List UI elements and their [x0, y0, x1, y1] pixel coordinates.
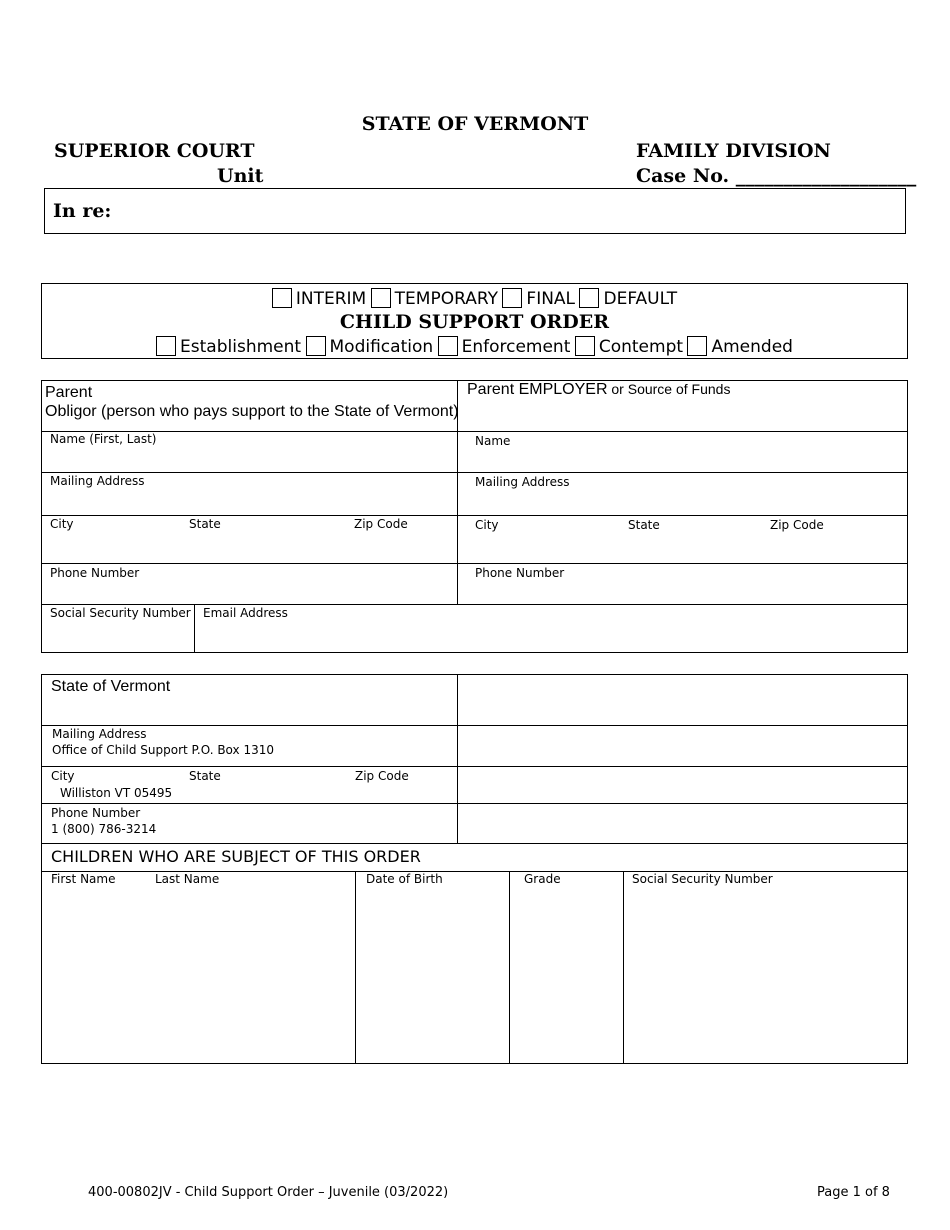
- agency-city-label: City: [51, 769, 75, 783]
- parent-city-label: City: [50, 517, 74, 531]
- unit-label: Unit: [217, 165, 264, 187]
- child-ssn-label: Social Security Number: [632, 872, 773, 886]
- option-interim[interactable]: INTERIM: [272, 289, 366, 309]
- in-re-label: In re:: [53, 200, 112, 222]
- parent-phone-label: Phone Number: [50, 566, 140, 580]
- order-type-box: [41, 283, 908, 359]
- case-number-label: Case No. ___________________: [636, 165, 917, 187]
- children-grade-input[interactable]: [518, 892, 616, 1057]
- parent-name-label: Name (First, Last): [50, 432, 157, 446]
- order-type-options: [42, 288, 907, 309]
- agency-zip-label: Zip Code: [355, 769, 409, 783]
- checkbox-icon[interactable]: [272, 288, 292, 308]
- checkbox-icon[interactable]: [579, 288, 599, 308]
- child-last-name-label: Last Name: [155, 872, 220, 886]
- division-name: FAMILY DIVISION: [636, 140, 831, 162]
- parent-state-label: State: [189, 517, 221, 531]
- employer-mailing-label: Mailing Address: [475, 475, 570, 489]
- parent-ssn-input[interactable]: [50, 628, 190, 646]
- checkbox-icon[interactable]: [438, 336, 458, 356]
- option-default[interactable]: DEFAULT: [579, 289, 677, 309]
- employer-phone-label: Phone Number: [475, 566, 565, 580]
- employer-city-input[interactable]: [475, 537, 900, 555]
- employer-zip-label: Zip Code: [770, 518, 824, 532]
- order-action-options: [42, 336, 907, 357]
- children-heading: CHILDREN WHO ARE SUBJECT OF THIS ORDER: [51, 847, 421, 866]
- parent-email-input[interactable]: [203, 628, 903, 646]
- parent-ssn-label: Social Security Number: [50, 606, 191, 620]
- checkbox-icon[interactable]: [156, 336, 176, 356]
- parent-city-input[interactable]: [50, 537, 450, 555]
- obligor-heading: Obligor (person who pays support to the State of Vermont): [45, 403, 459, 420]
- employer-heading: Parent EMPLOYER or Source of Funds: [467, 381, 731, 398]
- parent-heading: Parent: [45, 384, 93, 401]
- children-names-input[interactable]: [50, 892, 348, 1057]
- parent-zip-label: Zip Code: [354, 517, 408, 531]
- parent-mailing-input[interactable]: [50, 492, 450, 510]
- option-amended[interactable]: Amended: [687, 337, 792, 357]
- children-ssn-input[interactable]: [632, 892, 900, 1057]
- parent-mailing-label: Mailing Address: [50, 474, 145, 488]
- child-grade-label: Grade: [524, 872, 561, 886]
- agency-phone-label: Phone Number: [51, 806, 141, 820]
- agency-phone-value: 1 (800) 786-3214: [51, 822, 157, 836]
- child-dob-label: Date of Birth: [366, 872, 443, 886]
- option-final[interactable]: FINAL: [502, 289, 575, 309]
- checkbox-icon[interactable]: [306, 336, 326, 356]
- checkbox-icon[interactable]: [502, 288, 522, 308]
- employer-mailing-input[interactable]: [475, 492, 900, 510]
- agency-city-value: Williston VT 05495: [60, 786, 173, 800]
- agency-mailing-label: Mailing Address: [52, 727, 147, 741]
- page-number: Page 1 of 8: [817, 1185, 890, 1200]
- form-identifier: 400-00802JV - Child Support Order – Juvenile (03/2022): [88, 1185, 449, 1200]
- employer-name-input[interactable]: [475, 451, 900, 469]
- option-enforcement[interactable]: Enforcement: [438, 337, 571, 357]
- in-re-box: [44, 188, 906, 234]
- checkbox-icon[interactable]: [371, 288, 391, 308]
- employer-name-label: Name: [475, 434, 511, 448]
- parent-phone-input[interactable]: [50, 583, 450, 601]
- checkbox-icon[interactable]: [575, 336, 595, 356]
- children-dob-input[interactable]: [364, 892, 502, 1057]
- agency-heading: State of Vermont: [51, 678, 171, 695]
- order-title: CHILD SUPPORT ORDER: [339, 311, 610, 333]
- parent-name-input[interactable]: [50, 449, 450, 467]
- state-title: STATE OF VERMONT: [361, 113, 589, 135]
- child-first-name-label: First Name: [51, 872, 116, 886]
- agency-mailing-value: Office of Child Support P.O. Box 1310: [52, 743, 274, 757]
- parent-email-label: Email Address: [203, 606, 288, 620]
- employer-state-label: State: [628, 518, 660, 532]
- option-establishment[interactable]: Establishment: [156, 337, 301, 357]
- employer-city-label: City: [475, 518, 499, 532]
- agency-state-label: State: [189, 769, 221, 783]
- option-modification[interactable]: Modification: [306, 337, 434, 357]
- option-temporary[interactable]: TEMPORARY: [371, 289, 498, 309]
- option-contempt[interactable]: Contempt: [575, 337, 683, 357]
- employer-phone-input[interactable]: [475, 583, 900, 601]
- court-name: SUPERIOR COURT: [54, 140, 255, 162]
- checkbox-icon[interactable]: [687, 336, 707, 356]
- in-re-input[interactable]: [115, 199, 895, 223]
